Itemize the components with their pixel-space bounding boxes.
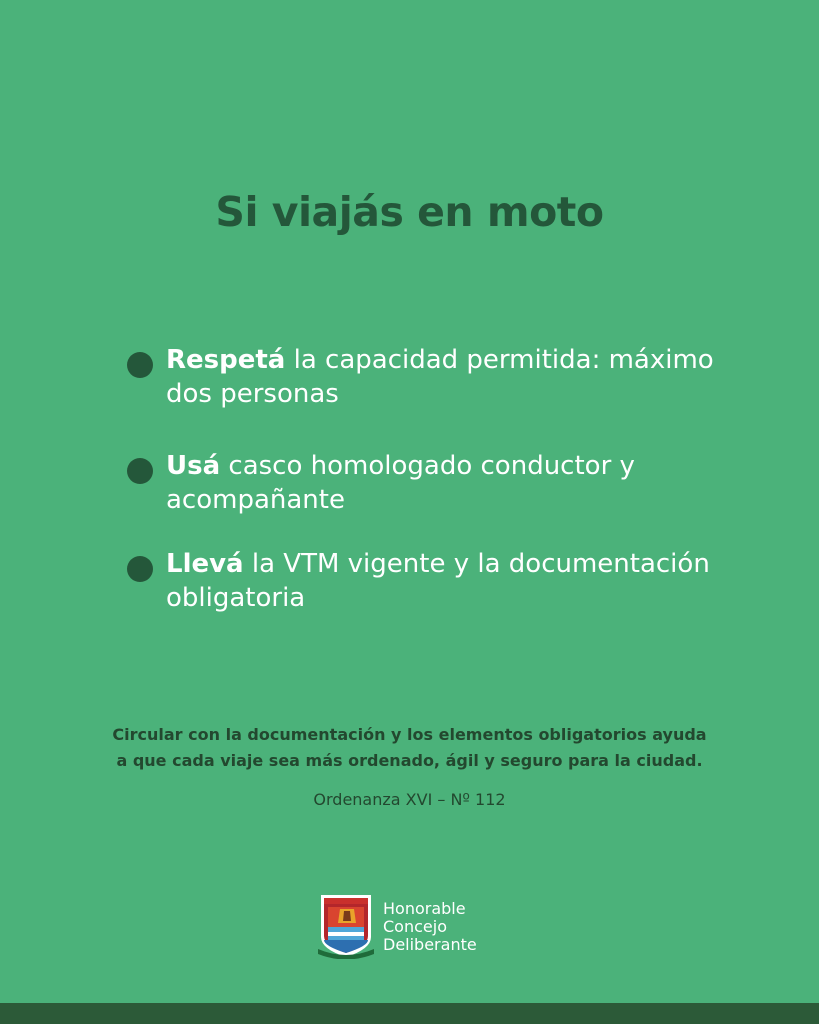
- footer-line: Circular con la documentación y los elementos obligatorios ayuda: [112, 725, 707, 744]
- footer-message: [0, 722, 819, 774]
- list-item-rest: casco homologado conductor y acompañante: [166, 451, 635, 515]
- list-item-rest: la VTM vigente y la documentación obligatoria: [166, 549, 710, 613]
- list-item-text: [166, 449, 766, 517]
- council-name-line: Concejo: [383, 917, 447, 936]
- list-item-bold: Respetá: [166, 345, 286, 375]
- bullet-icon: [127, 458, 153, 484]
- bullet-icon: [127, 352, 153, 378]
- council-name-line: Deliberante: [383, 935, 477, 954]
- footer-line: a que cada viaje sea más ordenado, ágil y seguro para la ciudad.: [116, 751, 703, 770]
- bottom-bar: [0, 1003, 819, 1024]
- council-name: [383, 900, 513, 954]
- list-item-text: [166, 547, 766, 615]
- list-item-rest: la capacidad permitida: máximo dos personas: [166, 345, 714, 409]
- municipal-crest-icon: [318, 893, 374, 959]
- council-name-line: Honorable: [383, 899, 466, 918]
- ordinance-label: Ordenanza XVI – Nº 112: [313, 790, 506, 809]
- list-item-bold: Llevá: [166, 549, 244, 579]
- council-logo: [318, 893, 508, 963]
- page-title: Si viajás en moto: [215, 188, 604, 236]
- bullet-icon: [127, 556, 153, 582]
- list-item-text: [166, 343, 766, 411]
- list-item-bold: Usá: [166, 451, 221, 481]
